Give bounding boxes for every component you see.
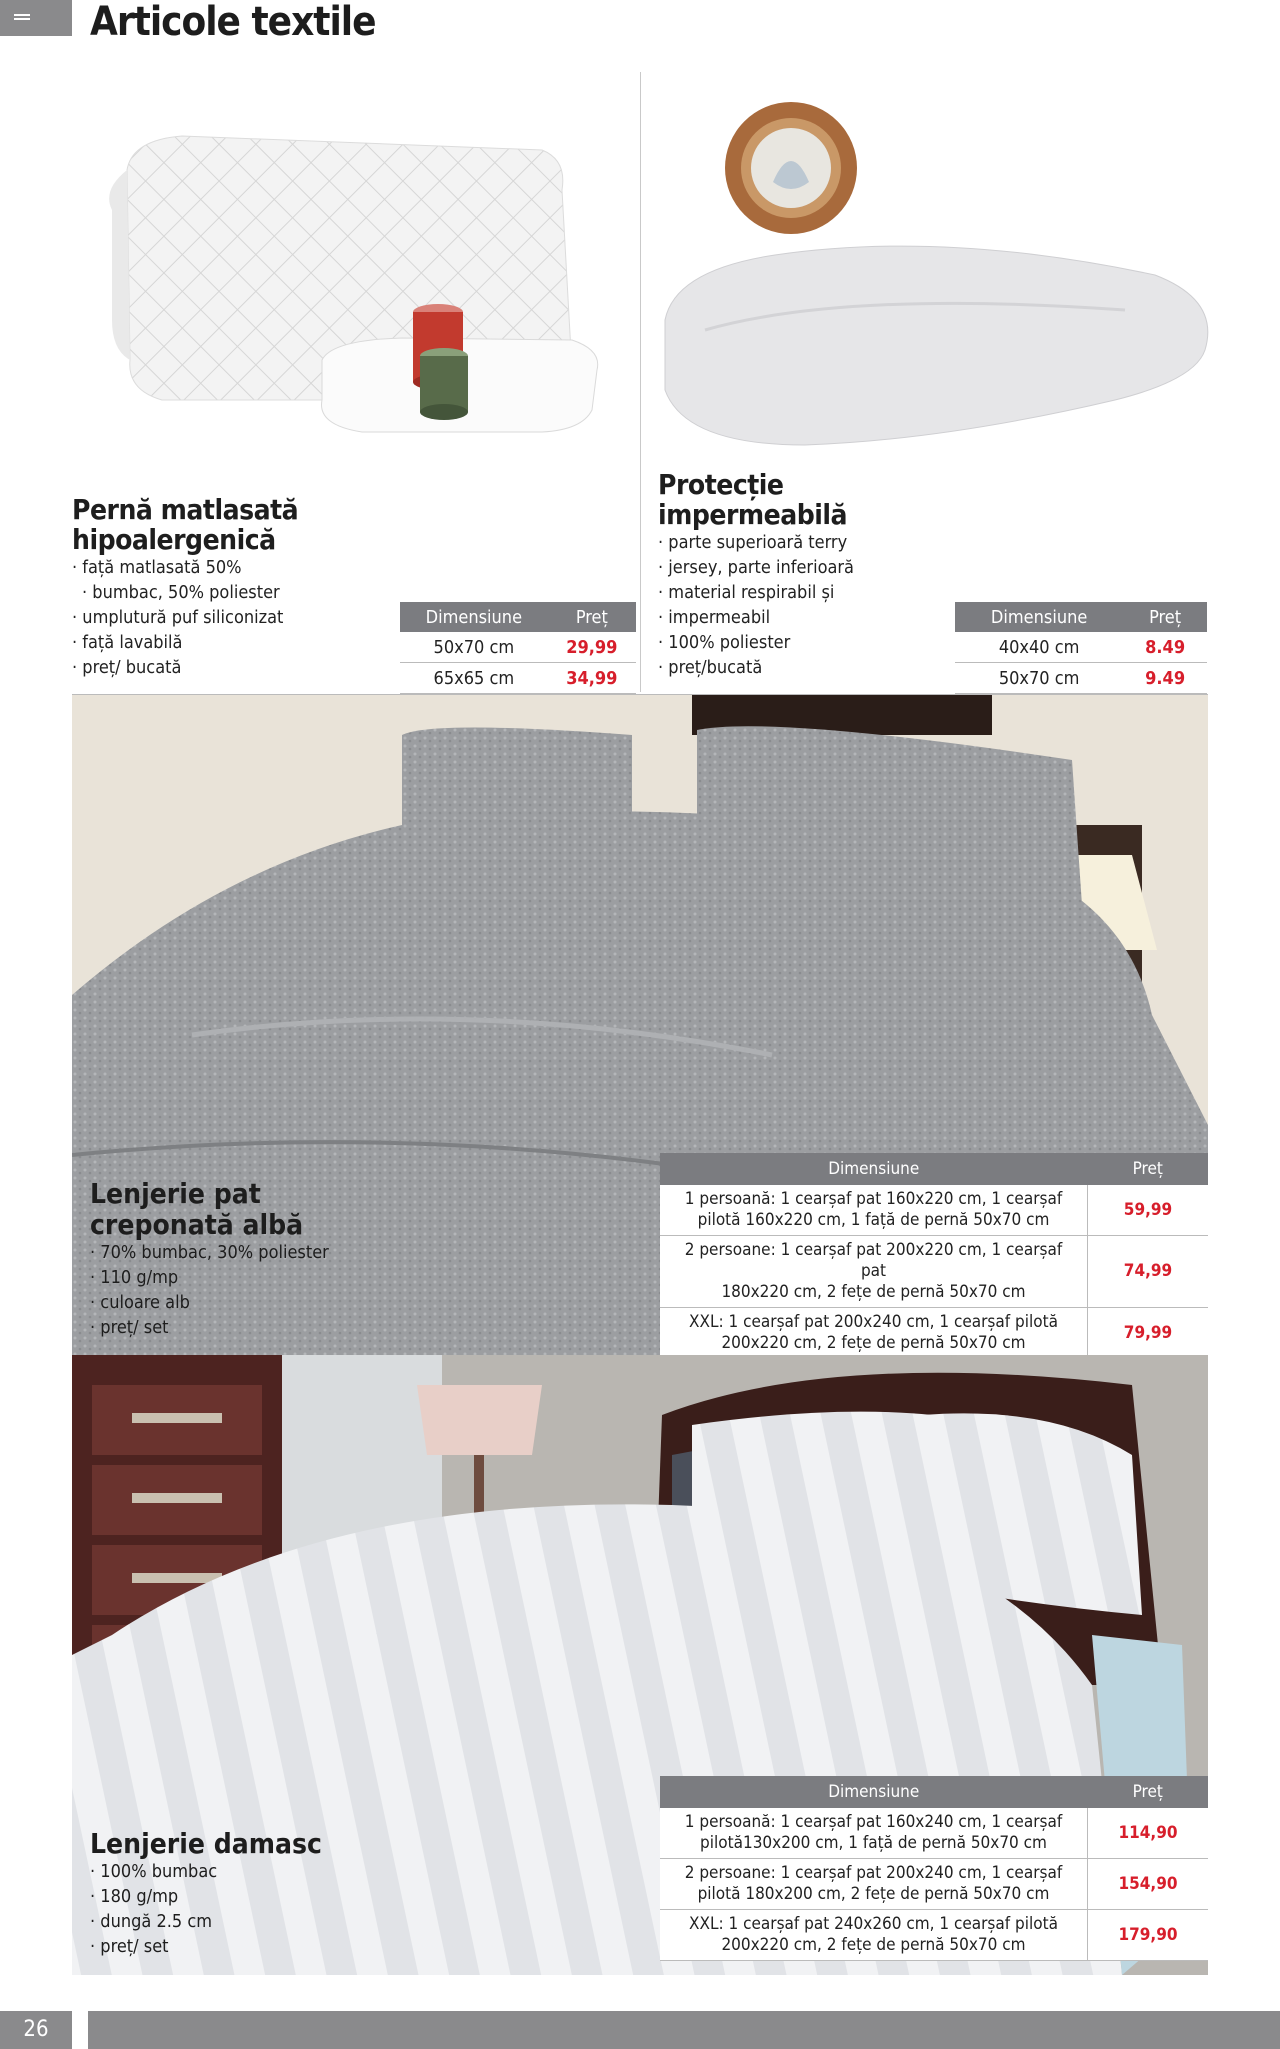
- feature-item: · preț/ set: [90, 1315, 329, 1340]
- column-header: Dimensiune: [400, 602, 548, 632]
- description-cell: 2 persoane: 1 cearșaf pat 200x240 cm, 1 cearșaf pilotă 180x200 cm, 2 fețe de pernă 50x70 cm: [660, 1859, 1088, 1910]
- price-cell: 9.49: [1123, 663, 1207, 694]
- quilted-pillow-image: [72, 70, 640, 470]
- table-row: [660, 1236, 1208, 1308]
- product-title: Pernă matlasată hipoalergenică: [72, 493, 299, 556]
- footer-bar: [88, 2011, 1280, 2049]
- table-row: [660, 1808, 1208, 1859]
- table-row: [660, 1910, 1208, 1961]
- size-cell: 50x70 cm: [400, 632, 548, 663]
- feature-item: · material respirabil și: [658, 580, 854, 605]
- product-title: Lenjerie pat creponată albă: [90, 1177, 304, 1241]
- product-waterproof-protector: [658, 470, 854, 680]
- feature-item: · preț/ bucată: [72, 655, 298, 680]
- column-header: Preț: [548, 602, 636, 632]
- price-table: [955, 602, 1207, 694]
- price-cell: 34,99: [548, 663, 636, 694]
- table-row: [400, 632, 636, 663]
- table-row: [660, 1185, 1208, 1236]
- table-row: [400, 663, 636, 694]
- price-cell: 79,99: [1088, 1308, 1209, 1359]
- product-damask-bedding: [90, 1828, 322, 1959]
- product-features: [72, 555, 298, 680]
- column-divider: [640, 72, 641, 692]
- table-row: [955, 663, 1207, 694]
- description-cell: 2 persoane: 1 cearșaf pat 200x220 cm, 1 cearșaf pat 180x220 cm, 2 fețe de pernă 50x70 cm: [660, 1236, 1088, 1308]
- feature-item: · față lavabilă: [72, 630, 298, 655]
- feature-item: · față matlasată 50%: [72, 555, 298, 580]
- feature-item: · 100% poliester: [658, 630, 854, 655]
- column-header: Preț: [1123, 602, 1207, 632]
- product-features: [90, 1240, 329, 1340]
- price-cell: 154,90: [1088, 1859, 1209, 1910]
- product-title: Lenjerie damasc: [90, 1827, 322, 1860]
- price-cell: 8.49: [1123, 632, 1207, 663]
- description-cell: 1 persoană: 1 cearșaf pat 160x240 cm, 1 cearșaf pilotă130x200 cm, 1 față de pernă 50x70 cm: [660, 1808, 1088, 1859]
- description-cell: XXL: 1 cearșaf pat 200x240 cm, 1 cearșaf pilotă 200x220 cm, 2 fețe de pernă 50x70 cm: [660, 1308, 1088, 1359]
- size-cell: 40x40 cm: [955, 632, 1123, 663]
- feature-item: · dungă 2.5 cm: [90, 1909, 322, 1934]
- feature-item: · culoare alb: [90, 1290, 329, 1315]
- table-row: [660, 1308, 1208, 1359]
- product-features: [658, 530, 854, 680]
- product-quilted-pillow: [72, 495, 298, 680]
- price-cell: 59,99: [1088, 1185, 1209, 1236]
- price-cell: 29,99: [548, 632, 636, 663]
- description-cell: XXL: 1 cearșaf pat 240x260 cm, 1 cearșaf pilotă 200x220 cm, 2 fețe de pernă 50x70 cm: [660, 1910, 1088, 1961]
- menu-icon: [14, 14, 30, 24]
- description-cell: 1 persoană: 1 cearșaf pat 160x220 cm, 1 cearșaf pilotă 160x220 cm, 1 față de pernă 50x70 cm: [660, 1185, 1088, 1236]
- column-header: Dimensiune: [660, 1776, 1088, 1808]
- feature-item: · impermeabil: [658, 605, 854, 630]
- feature-item: · 100% bumbac: [90, 1859, 322, 1884]
- feature-item: · preț/bucată: [658, 655, 854, 680]
- column-header: Dimensiune: [660, 1153, 1088, 1185]
- feature-item: · parte superioară terry: [658, 530, 854, 555]
- price-table: [660, 1153, 1208, 1359]
- page-title: Articole textile: [90, 0, 376, 45]
- feature-item: · 180 g/mp: [90, 1884, 322, 1909]
- page-number: 26: [0, 2011, 72, 2049]
- price-table: [400, 602, 636, 694]
- feature-item: · 70% bumbac, 30% poliester: [90, 1240, 329, 1265]
- price-cell: 179,90: [1088, 1910, 1209, 1961]
- waterproof-pillow-image: [645, 100, 1225, 480]
- feature-item: · 110 g/mp: [90, 1265, 329, 1290]
- price-table: [660, 1776, 1208, 1961]
- column-header: Preț: [1088, 1153, 1209, 1185]
- size-cell: 50x70 cm: [955, 663, 1123, 694]
- product-crepe-bedding: [90, 1178, 329, 1340]
- product-title: Protecție impermeabilă: [658, 468, 848, 531]
- column-header: Dimensiune: [955, 602, 1123, 632]
- price-cell: 114,90: [1088, 1808, 1209, 1859]
- feature-item: · preț/ set: [90, 1934, 322, 1959]
- feature-item: · jersey, parte inferioară: [658, 555, 854, 580]
- price-cell: 74,99: [1088, 1236, 1209, 1308]
- column-header: Preț: [1088, 1776, 1209, 1808]
- table-row: [955, 632, 1207, 663]
- feature-item: · umplutură puf siliconizat: [72, 605, 298, 630]
- header-bar: [0, 0, 72, 36]
- size-cell: 65x65 cm: [400, 663, 548, 694]
- table-row: [660, 1859, 1208, 1910]
- product-features: [90, 1859, 322, 1959]
- feature-item: · bumbac, 50% poliester: [72, 580, 298, 605]
